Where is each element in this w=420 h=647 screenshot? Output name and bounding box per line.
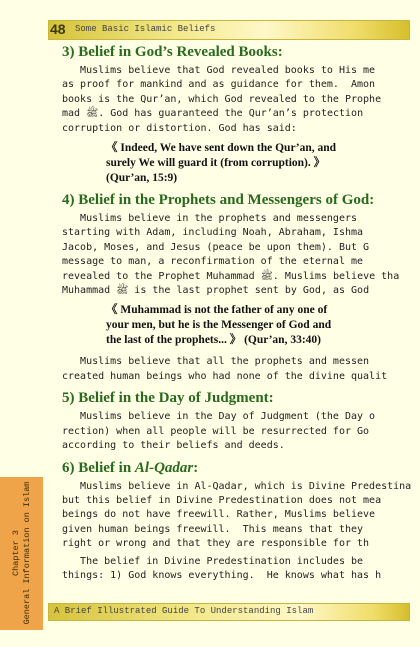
chapter-title: General Information on Islam [22, 481, 32, 625]
heading-italic-term: Al-Qadar [134, 459, 194, 476]
heading-prefix: 6) Belief in [62, 459, 135, 476]
paragraph-revealed-books: Muslims believe that God revealed books to His me as proof for mankind and as guidance for them. Amon books is the Qur’an, which God revealed to the Prophe mad ﷺ. God has guaranteed the Qur’an’s protection corruption or distortion. God has said: [62, 65, 382, 134]
page-number: 48 [50, 21, 66, 37]
running-header-title: Some Basic Islamic Beliefs [75, 24, 216, 34]
paragraph-al-qadar: Muslims believe in Al-Qadar, which is Divine Predestina but this belief in Divine Predestination does not mea beings do not have freewill. Rather, Muslims believe given human beings freewill. This means that they right or wrong and that they are responsible for th [62, 480, 412, 550]
heading-suffix: : [193, 459, 199, 476]
page-content [62, 44, 420, 583]
section-heading-prophets: 4) Belief in the Prophets and Messengers of God: [62, 192, 375, 209]
chapter-side-label [11, 482, 33, 625]
section-heading-al-qadar [62, 460, 420, 477]
paragraph-prophets-humans: Muslims believe that all the prophets and messen created human beings who had none of the divine qualit [62, 356, 388, 382]
section-heading-day-of-judgment: 5) Belief in the Day of Judgment: [62, 390, 274, 407]
paragraph-day-of-judgment: Muslims believe in the Day of Judgment (the Day o rection) when all people will be resurrected for Go according to their beliefs and deeds. [62, 411, 376, 452]
paragraph-prophets: Muslims believe in the prophets and messengers starting with Adam, including Noah, Abraham, Ishma Jacob, Moses, and Jesus (peace be upon them). But G message to man, a reconfirmation of the eternal me revealed to the Prophet Muhammad ﷺ. Muslims believe tha Muhammad ﷺ is the last prophet sent by God, as God [62, 213, 400, 297]
running-footer-title: A Brief Illustrated Guide To Understanding Islam [54, 606, 314, 616]
section-heading-revealed-books: 3) Belief in God’s Revealed Books: [62, 44, 283, 60]
chapter-number: Chapter 3 [11, 530, 21, 576]
quote-quran-33-40: 《 Muhammad is not the father of any one of your men, but he is the Messenger of God and the last of the prophets... 》 (Qur’an, 33:40) [106, 304, 332, 347]
paragraph-divine-predestination: The belief in Divine Predestination includes be things: 1) God knows everything. He knows what has h [62, 555, 382, 581]
quote-quran-15-9: 《 Indeed, We have sent down the Qur’an, and surely We will guard it (from corruption). 》 (Qur’an, 15:9) [106, 142, 337, 185]
